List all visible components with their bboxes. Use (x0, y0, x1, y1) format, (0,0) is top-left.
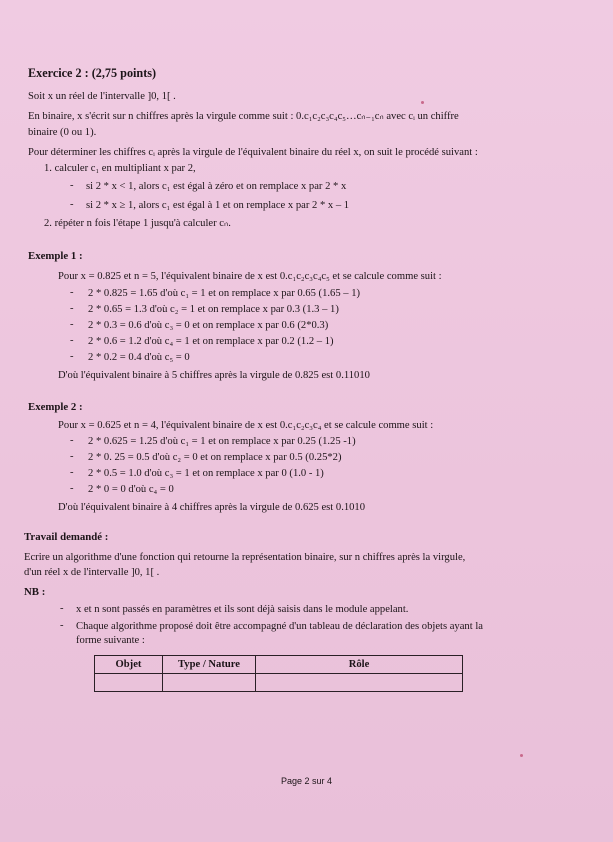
nb-line-1: x et n sont passés en paramètres et ils sont déjà saisis dans le module appelant. (76, 604, 409, 615)
table-header-cell: Type / Nature (163, 656, 256, 674)
work-heading: Travail demandé : (24, 531, 109, 543)
nb-line-3: forme suivante : (76, 635, 145, 646)
bullet-dash: - (70, 199, 74, 210)
paper-speck (520, 754, 523, 757)
declaration-table (94, 655, 463, 692)
example2-line: 2 * 0.5 = 1.0 d'où c₃ = 1 et on remplace x par 0 (1.0 - 1) (88, 468, 324, 479)
example2-lead: Pour x = 0.625 et n = 4, l'équivalent binaire de x est 0.c₁c₂c₃c₄ et se calcule comme suit : (58, 420, 434, 431)
example1-line: 2 * 0.825 = 1.65 d'où c₁ = 1 et on remplace x par 0.65 (1.65 – 1) (88, 288, 361, 299)
example1-line: 2 * 0.6 = 1.2 d'où c₄ = 1 et on remplace x par 0.2 (1.2 – 1) (88, 336, 334, 347)
intro-line-1: Soit x un réel de l'intervalle ]0, 1[ . (28, 91, 176, 102)
bullet-dash: - (70, 467, 74, 478)
bullet-dash: - (70, 483, 74, 494)
table-cell (256, 674, 463, 692)
table-cell (95, 674, 163, 692)
intro-line-4: Pour déterminer les chiffres cᵢ après la virgule de l'équivalent binaire du réel x, on suit le procédé suivant : (28, 147, 478, 158)
bullet-dash: - (70, 287, 74, 298)
table-cell (163, 674, 256, 692)
example2-heading: Exemple 2 : (28, 401, 83, 413)
example2-line: 2 * 0. 25 = 0.5 d'où c₂ = 0 et on remplace x par 0.5 (0.25*2) (88, 452, 342, 463)
example2-line: 2 * 0.625 = 1.25 d'où c₁ = 1 et on remplace x par 0.25 (1.25 -1) (88, 436, 356, 447)
example1-heading: Exemple 1 : (28, 250, 83, 262)
example1-conclusion: D'où l'équivalent binaire à 5 chiffres après la virgule de 0.825 est 0.11010 (58, 370, 370, 381)
table-header-cell: Rôle (256, 656, 463, 674)
example2-line: 2 * 0 = 0 d'où c₄ = 0 (88, 484, 174, 495)
bullet-dash: - (70, 351, 74, 362)
example1-line: 2 * 0.2 = 0.4 d'où c₅ = 0 (88, 352, 190, 363)
example1-line: 2 * 0.3 = 0.6 d'où c₃ = 0 et on remplace x par 0.6 (2*0.3) (88, 320, 329, 331)
step-1-case-b: si 2 * x ≥ 1, alors c₁ est égal à 1 et on remplace x par 2 * x – 1 (86, 200, 350, 211)
work-line-1: Ecrire un algorithme d'une fonction qui retourne la représentation binaire, sur n chiffres après la virgule, (24, 552, 466, 563)
bullet-dash: - (70, 319, 74, 330)
bullet-dash: - (70, 335, 74, 346)
work-line-2: d'un réel x de l'intervalle ]0, 1[ . (24, 567, 160, 578)
bullet-dash: - (70, 451, 74, 462)
table-row (95, 674, 463, 692)
exercise-title: Exercice 2 : (2,75 points) (28, 66, 157, 80)
step-1: 1. calculer c₁ en multipliant x par 2, (44, 163, 196, 174)
example1-line: 2 * 0.65 = 1.3 d'où c₂ = 1 et on remplace x par 0.3 (1.3 – 1) (88, 304, 339, 315)
example1-lead: Pour x = 0.825 et n = 5, l'équivalent binaire de x est 0.c₁c₂c₃c₄c₅ et se calcule comme suit : (58, 271, 442, 282)
table-header-cell: Objet (95, 656, 163, 674)
step-1-case-a: si 2 * x < 1, alors c₁ est égal à zéro et on remplace x par 2 * x (86, 181, 347, 192)
intro-line-3: binaire (0 ou 1). (28, 127, 97, 138)
step-2: 2. répéter n fois l'étape 1 jusqu'à calculer cₙ. (44, 218, 231, 229)
bullet-dash: - (70, 180, 74, 191)
intro-line-2: En binaire, x s'écrit sur n chiffres après la virgule comme suit : 0.c₁c₂c₃c₄c₅…cₙ₋₁cₙ avec cᵢ un chiffre (28, 111, 459, 122)
nb-line-2: Chaque algorithme proposé doit être accompagné d'un tableau de déclaration des objets ayant la (76, 621, 483, 632)
paper-speck (421, 101, 424, 104)
table-header-row (95, 656, 463, 674)
bullet-dash: - (70, 303, 74, 314)
bullet-dash: - (60, 620, 64, 631)
bullet-dash: - (70, 435, 74, 446)
example2-conclusion: D'où l'équivalent binaire à 4 chiffres après la virgule de 0.625 est 0.1010 (58, 502, 366, 513)
nb-heading: NB : (24, 586, 46, 598)
bullet-dash: - (60, 603, 64, 614)
page-footer: Page 2 sur 4 (280, 776, 333, 786)
